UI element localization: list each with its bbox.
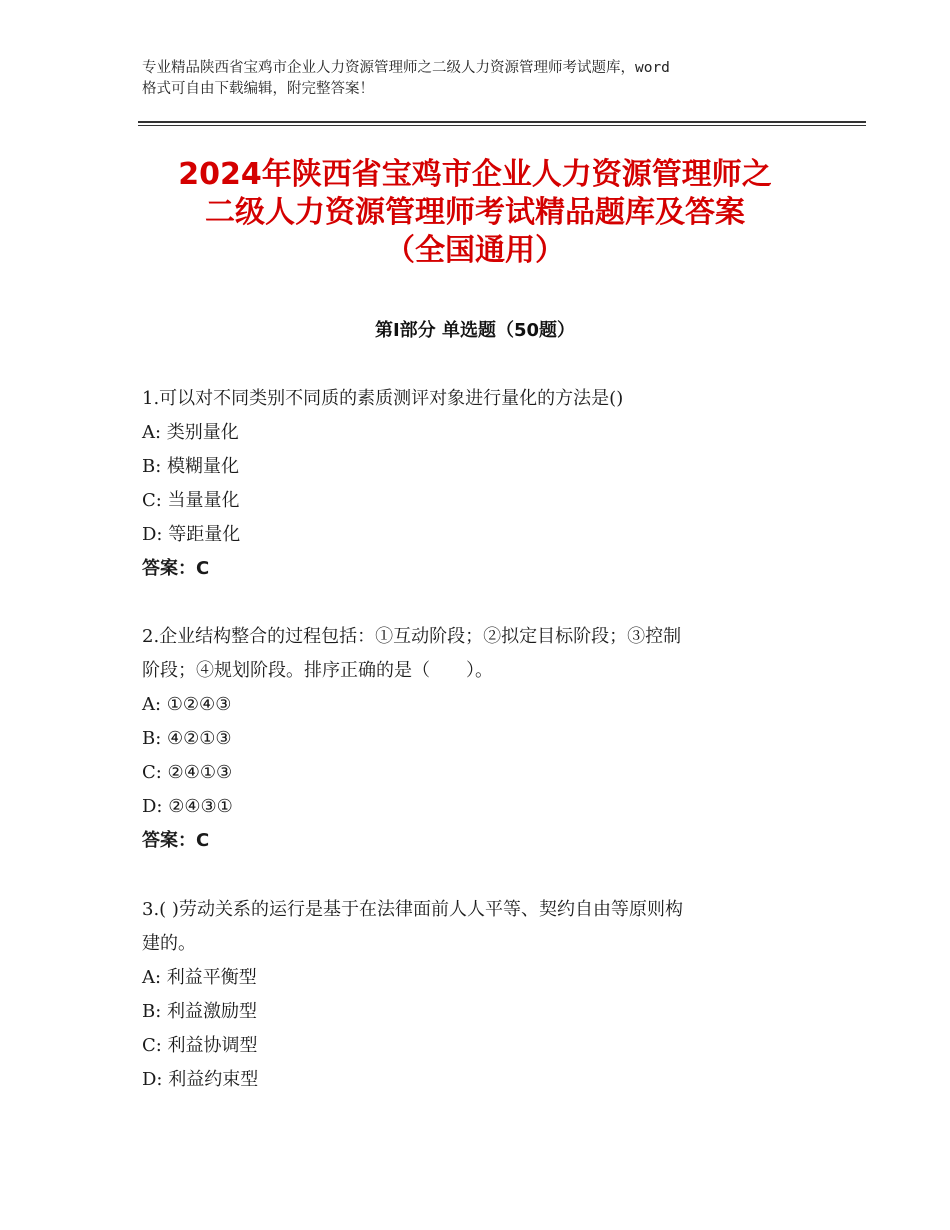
header-rule-thin bbox=[138, 125, 866, 126]
question-text-line-1: 2.企业结构整合的过程包括：①互动阶段；②拟定目标阶段；③控制 bbox=[142, 626, 682, 647]
question-text-line-1: 3.( )劳动关系的运行是基于在法律面前人人平等、契约自由等原则构 bbox=[142, 899, 683, 920]
question-text: 1.可以对不同类别不同质的素质测评对象进行量化的方法是() bbox=[142, 388, 624, 409]
option-d: D: ②④③① bbox=[142, 796, 233, 817]
option-a: A: ①②④③ bbox=[142, 694, 232, 715]
option-a: A: 利益平衡型 bbox=[142, 967, 257, 988]
question-text-line-2: 建的。 bbox=[142, 933, 196, 954]
header-note-line-1: 专业精品陕西省宝鸡市企业人力资源管理师之二级人力资源管理师考试题库，word bbox=[142, 60, 670, 76]
option-d: D: 利益约束型 bbox=[142, 1069, 259, 1090]
option-b: B: 模糊量化 bbox=[142, 456, 240, 477]
option-b: B: ④②①③ bbox=[142, 728, 232, 749]
header-note-line-2: 格式可自由下载编辑，附完整答案！ bbox=[142, 81, 374, 97]
document-header-note bbox=[142, 58, 832, 100]
option-d: D: 等距量化 bbox=[142, 524, 241, 545]
option-c: C: 利益协调型 bbox=[142, 1035, 258, 1056]
option-b: B: 利益激励型 bbox=[142, 1001, 258, 1022]
question-text-line-2: 阶段；④规划阶段。排序正确的是（ ）。 bbox=[142, 660, 493, 681]
question-1 bbox=[142, 382, 822, 586]
question-2 bbox=[142, 620, 822, 858]
answer: 答案：C bbox=[142, 830, 210, 851]
title-line-3: （全国通用） bbox=[385, 233, 565, 268]
title-line-2: 二级人力资源管理师考试精品题库及答案 bbox=[205, 195, 745, 230]
title-line-1: 2024年陕西省宝鸡市企业人力资源管理师之 bbox=[178, 157, 772, 192]
question-3 bbox=[142, 893, 822, 1097]
option-c: C: ②④①③ bbox=[142, 762, 233, 783]
header-rule-thick bbox=[138, 121, 866, 123]
document-title bbox=[100, 156, 850, 270]
option-a: A: 类别量化 bbox=[142, 422, 239, 443]
section-title: 第Ⅰ部分 单选题（50题） bbox=[374, 320, 575, 341]
option-c: C: 当量量化 bbox=[142, 490, 240, 511]
answer: 答案：C bbox=[142, 558, 210, 579]
